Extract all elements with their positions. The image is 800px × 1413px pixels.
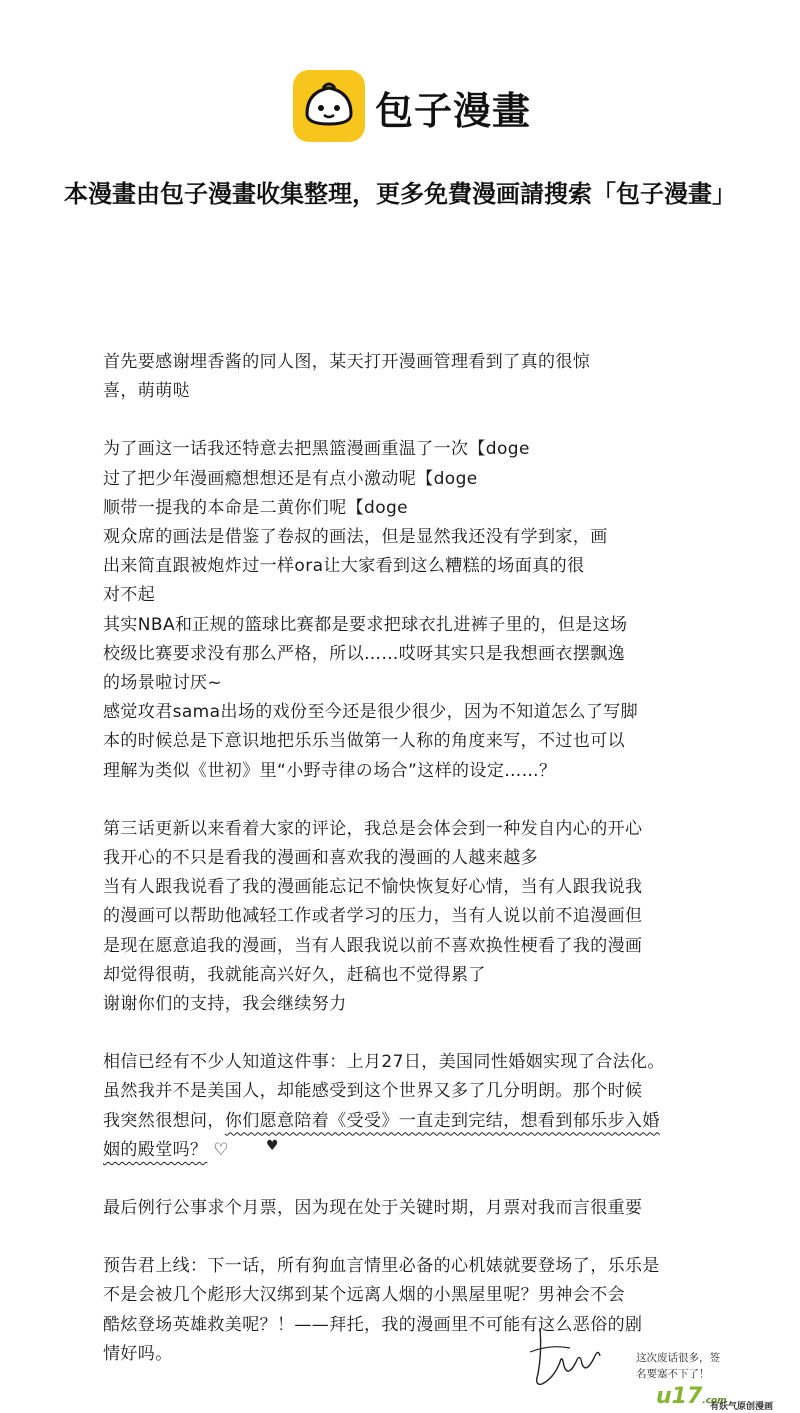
letter-line: 过了把少年漫画瘾想想还是有点小激动呢【doge bbox=[103, 468, 478, 489]
letter-line: 预告君上线：下一话，所有狗血言情里必备的心机婊就要登场了，乐乐是 bbox=[103, 1256, 660, 1277]
paragraph-thanks bbox=[103, 348, 733, 406]
letter-line: 理解为类似《世初》里“小野寺律の场合”这样的设定……？ bbox=[103, 760, 557, 781]
letter-line: 第三话更新以来看着大家的评论，我总是会体会到一种发自内心的开心 bbox=[103, 818, 643, 839]
paragraph-drawing-notes bbox=[103, 435, 733, 785]
letter-line: 的场景啦讨厌~ bbox=[103, 673, 223, 694]
heart-icon: ♡ bbox=[207, 1139, 229, 1160]
letter-line: 情好吗。 bbox=[103, 1343, 173, 1364]
letter-line: 观众席的画法是借鉴了卷叔的画法，但是显然我还没有学到家，画 bbox=[103, 527, 608, 548]
letter-line: 谢谢你们的支持，我会继续努力 bbox=[103, 994, 347, 1015]
letter-line: 为了画这一话我还特意去把黑篮漫画重温了一次【doge bbox=[103, 439, 530, 460]
paragraph-monthly-ticket bbox=[103, 1194, 733, 1223]
letter-line: 不是会被几个彪形大汉绑到某个远离人烟的小黑屋里呢？男神会不会 bbox=[103, 1285, 625, 1306]
letter-line: 喜，萌萌哒 bbox=[103, 381, 190, 402]
u17-domain: .com bbox=[702, 1396, 727, 1406]
u17-tagline: 有妖气原创漫画 bbox=[710, 1402, 774, 1412]
small-heart-icon: ♥ bbox=[266, 1138, 279, 1154]
signature-note bbox=[636, 1350, 766, 1382]
letter-line: 虽然我并不是美国人，却能感受到这个世界又多了几分明朗。那个时候 bbox=[103, 1081, 643, 1102]
letter-line: 是现在愿意追我的漫画，当有人跟我说以前不喜欢换性梗看了我的漫画 bbox=[103, 935, 643, 956]
letter-line: 相信已经有不少人知道这件事：上月27日，美国同性婚姻实现了合法化。 bbox=[103, 1052, 665, 1073]
letter-line bbox=[103, 1136, 733, 1165]
paragraph-gratitude bbox=[103, 815, 733, 1019]
letter-line: 校级比赛要求没有那么严格，所以……哎呀其实只是我想画衣摆飘逸 bbox=[103, 643, 625, 664]
letter-line: 出来简直跟被炮炸过一样ora让大家看到这么糟糕的场面真的很 bbox=[103, 556, 585, 577]
letter-line bbox=[103, 1107, 733, 1136]
letter-line: 其实NBA和正规的篮球比赛都是要求把球衣扎进裤子里的，但是这场 bbox=[103, 614, 628, 635]
author-letter bbox=[103, 348, 733, 1369]
letter-line: 我开心的不只是看我的漫画和喜欢我的漫画的人越来越多 bbox=[103, 848, 538, 869]
signature-note-line: 这次废话很多，签 bbox=[636, 1352, 720, 1364]
brand-name: 包子漫畫 bbox=[375, 89, 532, 133]
letter-text: 我突然很想问， bbox=[103, 1110, 225, 1131]
baozi-logo-icon bbox=[293, 70, 365, 142]
u17-logo-text: u17 bbox=[656, 1384, 703, 1409]
wavy-underlined-text: 姻的殿堂吗？ bbox=[103, 1139, 208, 1160]
handwritten-signature bbox=[520, 1322, 620, 1392]
letter-line: 本的时候总是下意识地把乐乐当做第一人称的角度来写，不过也可以 bbox=[103, 731, 625, 752]
letter-line: 对不起 bbox=[103, 585, 156, 606]
letter-line: 最后例行公事求个月票，因为现在处于关键时期，月票对我而言很重要 bbox=[103, 1198, 643, 1219]
paragraph-news bbox=[103, 1048, 733, 1165]
letter-line: 感觉攻君sama出场的戏份至今还是很少很少，因为不知道怎么了写脚 bbox=[103, 702, 639, 723]
letter-line: 却觉得很萌，我就能高兴好久，赶稿也不觉得累了 bbox=[103, 964, 486, 985]
letter-line: 当有人跟我说看了我的漫画能忘记不愉快恢复好心情，当有人跟我说我 bbox=[103, 877, 643, 898]
wavy-underlined-text: 你们愿意陪着《受受》一直走到完结，想看到郁乐步入婚 bbox=[224, 1110, 660, 1131]
source-notice: 本漫畫由包子漫畫收集整理，更多免費漫画請搜索「包子漫畫」 bbox=[64, 180, 736, 208]
letter-line: 首先要感谢埋香酱的同人图，某天打开漫画管理看到了真的很惊 bbox=[103, 352, 591, 372]
letter-line: 顺带一提我的本命是二黄你们呢【doge bbox=[103, 497, 409, 518]
letter-line: 的漫画可以帮助他减轻工作或者学习的压力，当有人说以前不追漫画但 bbox=[103, 906, 643, 927]
letter-line: 酷炫登场英雄救美呢？！——拜托，我的漫画里不可能有这么恶俗的剧 bbox=[103, 1314, 643, 1335]
signature-note-line: 名要塞不下了！ bbox=[636, 1368, 710, 1380]
